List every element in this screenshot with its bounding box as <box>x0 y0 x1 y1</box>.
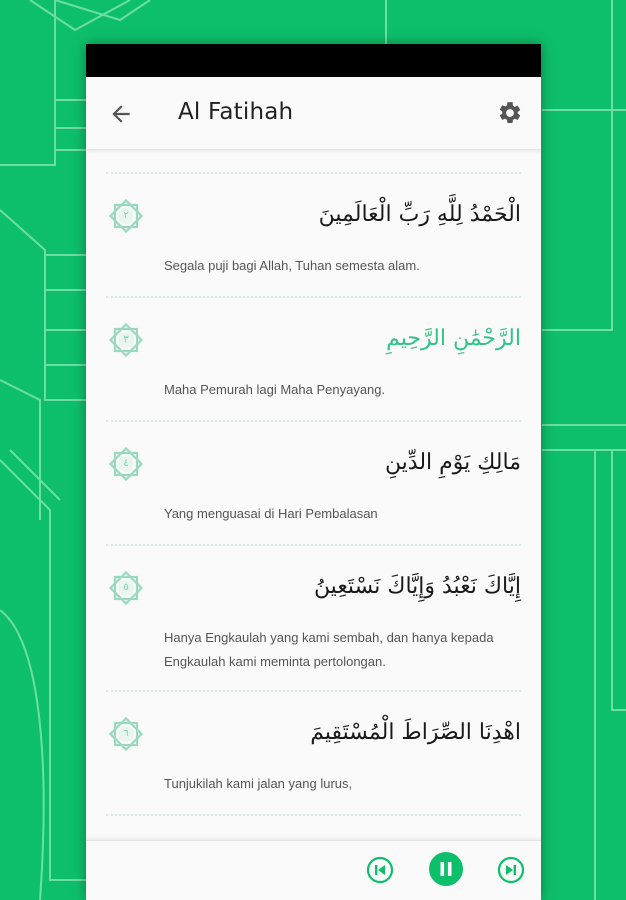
list-item[interactable] <box>86 172 541 296</box>
arabic-text: مَالِكِ يَوْمِ الدِّينِ <box>384 450 521 475</box>
app-bar <box>86 77 541 150</box>
ayah-number-badge[interactable] <box>106 196 146 236</box>
ayah-number: ٢ <box>123 210 129 221</box>
ayah-number-badge[interactable] <box>106 714 146 754</box>
skip-next-icon <box>497 856 525 884</box>
skip-previous-icon <box>366 856 394 884</box>
pause-icon <box>428 851 464 887</box>
list-item[interactable] <box>86 544 541 690</box>
ayah-list[interactable] <box>86 150 541 840</box>
list-item[interactable] <box>86 420 541 544</box>
next-button[interactable] <box>497 856 525 884</box>
translation-text: Maha Pemurah lagi Maha Penyayang. <box>164 382 386 397</box>
translation-text: Hanya Engkaulah yang kami sembah, dan hanya kepada Engkaulah kami meminta pertolongan. <box>164 630 494 669</box>
translation-text: Yang menguasai di Hari Pembalasan <box>164 506 378 521</box>
arrow-left-icon <box>108 101 134 127</box>
status-bar <box>86 44 541 77</box>
ayah-number: ٤ <box>123 458 129 469</box>
ayah-number: ٣ <box>123 334 129 345</box>
list-item[interactable] <box>86 690 541 814</box>
ayah-number: ٦ <box>123 728 129 739</box>
list-item[interactable] <box>86 296 541 420</box>
audio-player-bar <box>86 840 541 900</box>
translation-text: Tunjukilah kami jalan yang lurus, <box>164 776 353 791</box>
previous-button[interactable] <box>366 856 394 884</box>
arabic-text: الْحَمْدُ لِلَّهِ رَبِّ الْعَالَمِينَ <box>318 202 521 227</box>
page-title: Al Fatihah <box>178 99 294 125</box>
gear-icon <box>497 100 523 126</box>
ayah-number-badge[interactable] <box>106 444 146 484</box>
list-divider <box>106 814 521 816</box>
settings-button[interactable] <box>497 100 523 126</box>
ayah-number: ٥ <box>123 582 129 593</box>
ayah-number-badge[interactable] <box>106 568 146 608</box>
arabic-text: اهْدِنَا الصِّرَاطَ الْمُسْتَقِيمَ <box>310 720 521 745</box>
ayah-number-badge[interactable] <box>106 320 146 360</box>
phone-screen <box>86 44 541 900</box>
back-button[interactable] <box>108 101 134 127</box>
translation-text: Segala puji bagi Allah, Tuhan semesta alam. <box>164 258 420 273</box>
arabic-text-highlighted: الرَّحْمَٰنِ الرَّحِيمِ <box>386 326 521 351</box>
arabic-text: إِيَّاكَ نَعْبُدُ وَإِيَّاكَ نَسْتَعِينُ <box>313 574 521 599</box>
pause-button[interactable] <box>428 851 464 887</box>
